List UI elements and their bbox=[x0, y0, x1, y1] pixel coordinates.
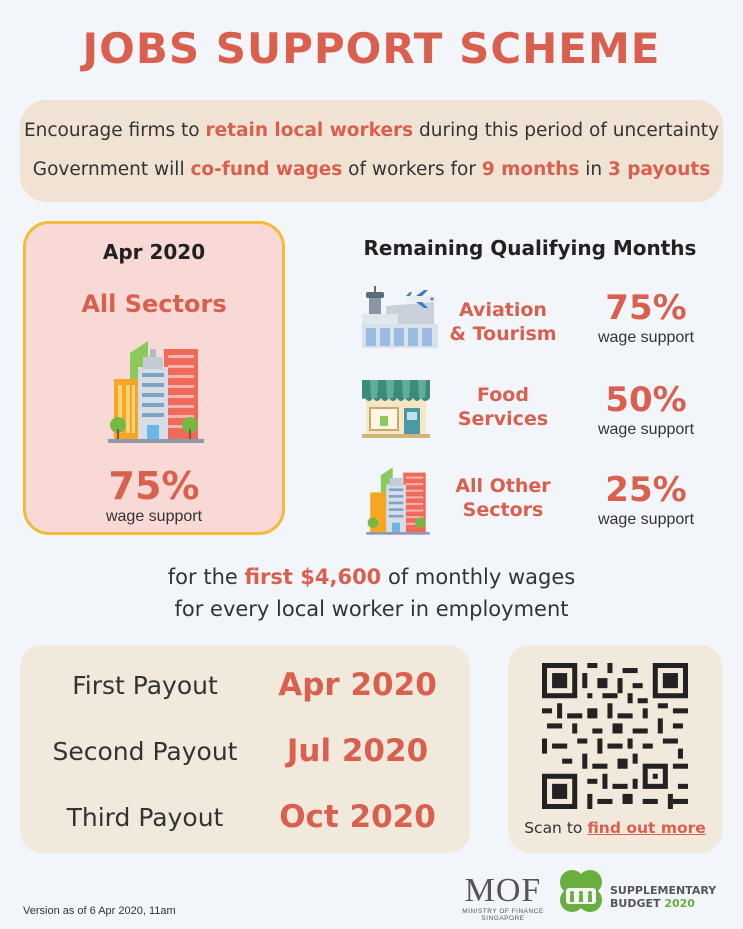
payout-row bbox=[20, 795, 470, 845]
payout-date: Oct 2020 bbox=[279, 799, 436, 835]
food-stall-icon bbox=[360, 376, 432, 440]
qr-code[interactable] bbox=[542, 663, 688, 809]
sector-wage-support-label: wage support bbox=[597, 329, 695, 346]
sector-wage-support-label: wage support bbox=[597, 511, 695, 528]
payout-date: Jul 2020 bbox=[286, 733, 429, 769]
april-sector: All Sectors bbox=[81, 290, 227, 318]
payout-label: First Payout bbox=[72, 671, 218, 700]
sector-percent: 25% bbox=[605, 470, 687, 510]
april-percent: 75% bbox=[108, 464, 200, 508]
intro-line-retain: Encourage firms to retain local workers during this period of uncertainty bbox=[23, 120, 720, 141]
payout-date: Apr 2020 bbox=[278, 667, 437, 703]
april-wage-support-label: wage support bbox=[105, 508, 203, 525]
sector-name: Aviation & Tourism bbox=[449, 299, 557, 345]
payout-schedule bbox=[20, 645, 470, 853]
april-month: Apr 2020 bbox=[102, 240, 206, 264]
sector-row-food bbox=[360, 376, 710, 456]
intro-banner bbox=[20, 100, 723, 202]
find-out-more-link[interactable]: find out more bbox=[587, 819, 706, 837]
budget-logo: SUPPLEMENTARY BUDGET 2020 bbox=[556, 866, 606, 925]
sector-name: All Other Sectors bbox=[455, 475, 551, 521]
mof-logo: MOF MINISTRY OF FINANCE SINGAPORE bbox=[462, 872, 544, 922]
sector-name: Food Services bbox=[457, 384, 549, 430]
sector-percent: 50% bbox=[605, 380, 687, 420]
payout-label: Second Payout bbox=[52, 737, 238, 766]
april-all-sectors-card bbox=[23, 221, 285, 535]
payout-row bbox=[20, 729, 470, 779]
sector-wage-support-label: wage support bbox=[597, 421, 695, 438]
aviation-icon bbox=[360, 284, 440, 352]
city-buildings-icon bbox=[366, 466, 430, 536]
remaining-months-title: Remaining Qualifying Months bbox=[363, 236, 697, 260]
sector-percent: 75% bbox=[605, 288, 687, 328]
scan-caption: Scan to find out more bbox=[524, 819, 706, 837]
sector-row-other bbox=[360, 466, 710, 546]
sector-row-aviation bbox=[360, 284, 710, 364]
payout-row bbox=[20, 663, 470, 713]
worker-line: for every local worker in employment bbox=[174, 597, 569, 621]
payout-label: Third Payout bbox=[66, 803, 224, 832]
qr-panel bbox=[508, 645, 722, 853]
wage-cap-line: for the first $4,600 of monthly wages bbox=[167, 565, 576, 589]
city-buildings-icon bbox=[108, 339, 204, 445]
intro-line-cofund: Government will co-fund wages of workers for 9 months in 3 payouts bbox=[32, 159, 711, 180]
budget-clover-icon bbox=[556, 866, 606, 920]
version-note: Version as of 6 Apr 2020, 11am bbox=[23, 905, 176, 917]
page-title: JOBS SUPPORT SCHEME bbox=[82, 24, 661, 73]
